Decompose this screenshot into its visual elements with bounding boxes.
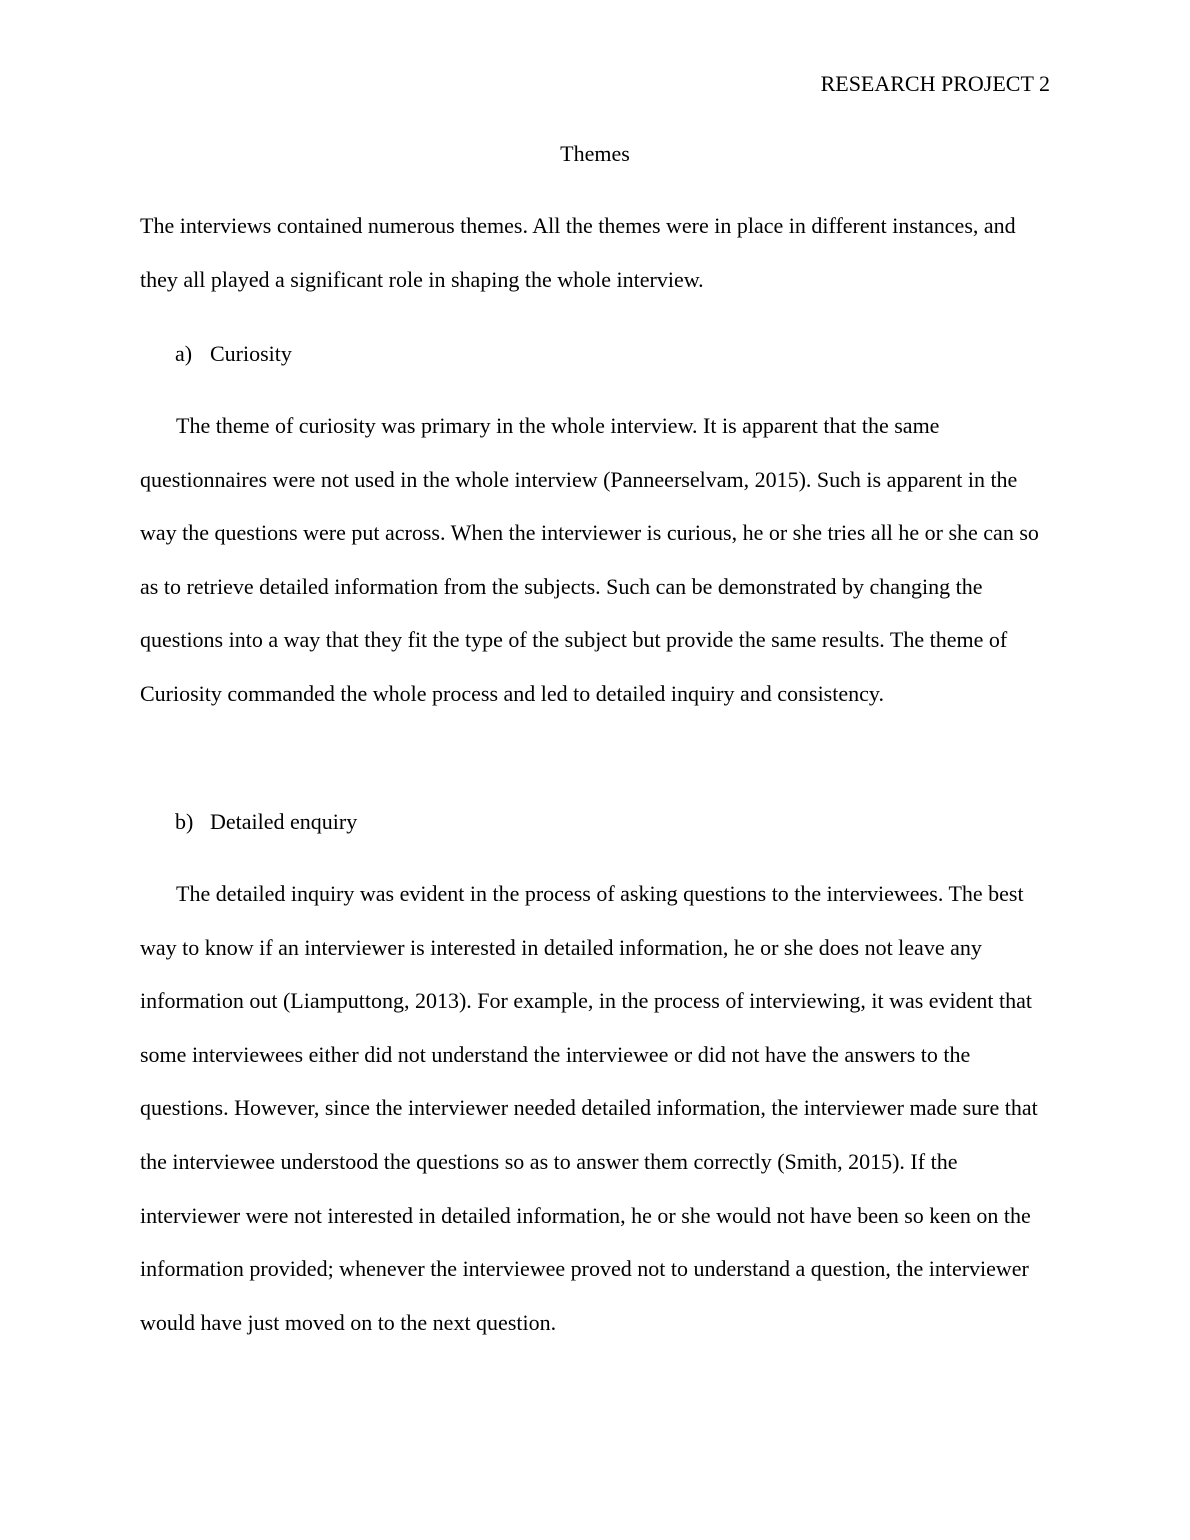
curiosity-paragraph: The theme of curiosity was primary in the whole interview. It is apparent that the same questionnaires were not used in the whole interview (Panneerselvam, 2015). Such is apparent in the way the questions were put across. When the interviewer is curious, he or she tries all he or she can so as to retrieve detailed information from the subjects. Such can be demonstrated by changing the questions into a way that they fit the type of the subject but provide the same results. The theme of Curiosity commanded the whole process and led to detailed inquiry and consistency. xyxy=(140,413,1039,706)
list-marker: b) xyxy=(175,809,194,834)
section-heading-curiosity xyxy=(175,340,292,368)
detailed-enquiry-paragraph: The detailed inquiry was evident in the process of asking questions to the interviewees. The best way to know if an interviewer is interested in detailed information, he or she does not leave any information out (Liamputtong, 2013). For example, in the process of interviewing, it was evident that some interviewees either did not understand the interviewee or did not have the answers to the questions. However, since the interviewer needed detailed information, the interviewer made sure that the interviewee understood the questions so as to answer them correctly (Smith, 2015). If the interviewer were not interested in detailed information, he or she would not have been so keen on the information provided; whenever the interviewee proved not to understand a question, the interviewer would have just moved on to the next question. xyxy=(140,881,1038,1335)
list-marker: a) xyxy=(175,341,193,366)
section-heading-label: Curiosity xyxy=(210,341,292,366)
section-heading-label: Detailed enquiry xyxy=(210,809,358,834)
page-title: Themes xyxy=(560,141,630,166)
running-head: RESEARCH PROJECT 2 xyxy=(820,71,1050,96)
section-heading-detailed-enquiry xyxy=(175,808,357,836)
intro-paragraph: The interviews contained numerous themes. All the themes were in place in different instances, and they all played a significant role in shaping the whole interview. xyxy=(140,213,1016,292)
